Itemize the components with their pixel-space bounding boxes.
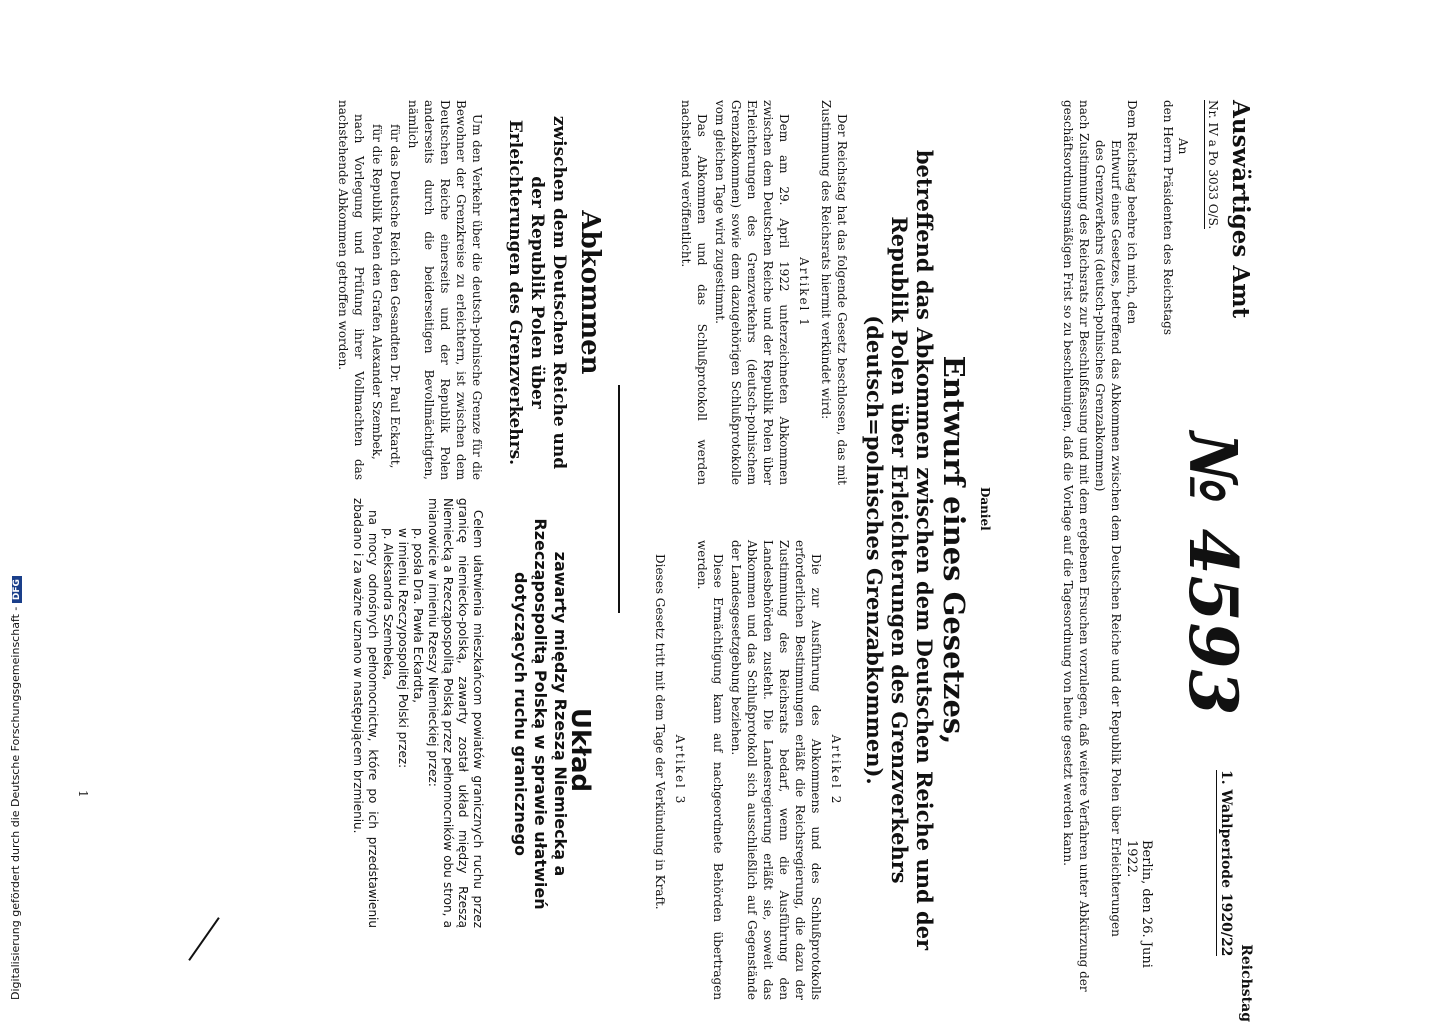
uklad-para-4: p. Aleksandra Szembeka,: [381, 528, 395, 680]
uklad-title: Układ: [565, 707, 595, 793]
dfg-logo: DFG: [12, 576, 22, 603]
article-2-heading: Artikel 2: [829, 734, 843, 806]
intro-bill-title: Entwurf eines Gesetzes, betreffend das Abkommen zwischen dem Deutschen Reiche und der Republik Polen über Erleichterungen des Grenzverkehrs (deutsch-polnisches Grenzabkommen): [1093, 140, 1123, 937]
draft-subtitle: betreffend das Abkommen zwischen dem Deutschen Reiche und der Republik Polen über Erleichterungen des Grenzverkehrs (deutsch=polnisches Grenzabkommen).: [862, 149, 937, 951]
article-1-text-2: Das Abkommen und das Schlußprotokoll werden nachstehend veröffentlicht.: [679, 100, 709, 485]
article-1-heading: Artikel 1: [797, 257, 811, 328]
law-left-column: [676, 100, 850, 485]
uklad-para-2: p. posła Dra. Pawła Eckardta,: [411, 528, 425, 704]
article-2-text: Die zur Ausführung des Abkommens und des Schlußprotokolls erforderlichen Bestimmungen erläßt die Reichsregierung, die dazu der Zustimmung des Reichsrats bedarf, wenn die Ausführung den Landesbehörden zusteht. Die Landesregierung erläßt sie, soweit das Abkommen und das Schlußprotokoll sich ausschließlich auf Gegenstände der Landesgesetzgebung beziehen.: [729, 540, 823, 1000]
signer-name: Daniel: [978, 487, 992, 531]
ministry-name: Auswärtiges Amt: [1227, 100, 1254, 319]
wahlperiode-label: 1. Wahlperiode 1920/22: [1218, 770, 1234, 957]
uklad-para-3: w imieniu Rzeczypospolitej Polski przez:: [396, 528, 410, 769]
digitization-credit: [9, 572, 22, 1000]
article-3-text: Dieses Gesetz tritt mit dem Tage der Verkündung in Kraft.: [653, 554, 667, 910]
article-2-text-2: Diese Ermächtigung kann auf nachgeordnete Behörden übertragen werden.: [695, 540, 725, 1000]
intro-line-3: nach Zustimmung des Reichsrats zur Beschlußfassung und mit dem ergebenen Ersuchen vorzulegen, daß weitere Verfahren unter Abkürzung der geschäftsordnungsmäßigen Frist so zu beschleunigen, daß die Vorlage auf die Tagesordnung von heute gesetzt werden kann.: [1061, 100, 1091, 992]
page-number: 1: [76, 790, 90, 798]
uklad-para-1: Celem ułatwienia mieszkańcom powiatów granicznych ruchu przez granicę niemiecko-polską, zawarty został układ między Rzeszą Niemiecką a Rzecząpospolitą Polską przez pełnomocników obu stron, a mianowicie w imieniu Rzeszy Niemieckiej przez:: [426, 498, 485, 928]
abkommen-subtitle: zwischen dem Deutschen Reiche und der Republik Polen über Erleichterungen des Grenzverkehrs.: [505, 115, 569, 470]
law-right-column: [650, 540, 850, 1000]
article-1-text: Dem am 29. April 1922 unterzeichneten Abkommen zwischen dem Deutschen Reiche und der Republik Polen über Erleichterungen des Grenzverkehrs (deutsch-polnischem Grenzabkommen) sowie dem dazugehörigen Schlußprotokolle vom gleichen Tage wird zugestimmt.: [713, 100, 791, 485]
uklad-subtitle: zawarty między Rzeszą Niemiecką a Rzecząpospolitą Polską w sprawie ułatwień dotyczących ruchu granicznego: [511, 518, 570, 910]
article-3-heading: Artikel 3: [673, 734, 687, 806]
draft-title: Entwurf eines Gesetzes,: [937, 355, 971, 745]
credit-text: Digitalisierung gefördert durch die Deutsche Forschungsgemeinschaft -: [9, 606, 22, 1000]
place-date: Berlin, den 26. Juni 1922.: [1124, 840, 1154, 968]
abkommen-german-text: [333, 100, 485, 480]
abkommen-para-1: Um den Verkehr über die deutsch-polnische Grenze für die Bewohner der Grenzkreise zu erleichtern, ist zwischen dem Deutschen Reiche einerseits und der Republik Polen anderseits durch die beiderseitigen Bevollmächtigten, nämlich: [406, 100, 484, 480]
document-number: № 4593: [1174, 432, 1252, 717]
addressee: den Herrn Präsidenten des Reichstags: [1161, 100, 1175, 336]
abkommen-para-4: nach Vorlegung und Prüfung ihrer Vollmachten das nachstehende Abkommen getroffen worden.: [336, 100, 366, 480]
margin-pen-mark: [188, 917, 219, 961]
intro-line-1: Dem Reichstag beehre ich mich, den: [1125, 100, 1139, 325]
uklad-para-5: na mocy odnośnych pełnomocnictw, które po ich przedstawieniu zbadano i za ważne uznano w następującem brzmieniu.: [351, 498, 380, 928]
law-preamble: Der Reichstag hat das folgende Gesetz beschlossen, das mit Zustimmung des Reichsrats hiermit verkündet wird:: [819, 100, 849, 485]
reichstag-label: Reichstag: [1238, 944, 1254, 1022]
abkommen-para-3: für die Republik Polen den Grafen Alexander Szembek,: [370, 124, 384, 460]
uklad-polish-text: [350, 498, 485, 928]
section-divider: [618, 385, 620, 613]
abkommen-para-2: für das Deutsche Reich den Gesandten Dr. Paul Eckardt,: [388, 124, 402, 469]
abkommen-title: Abkommen: [575, 210, 605, 375]
address-an: An: [1176, 138, 1190, 155]
reference-number: Nr. IV a Po 3033 O/S.: [1206, 100, 1220, 230]
